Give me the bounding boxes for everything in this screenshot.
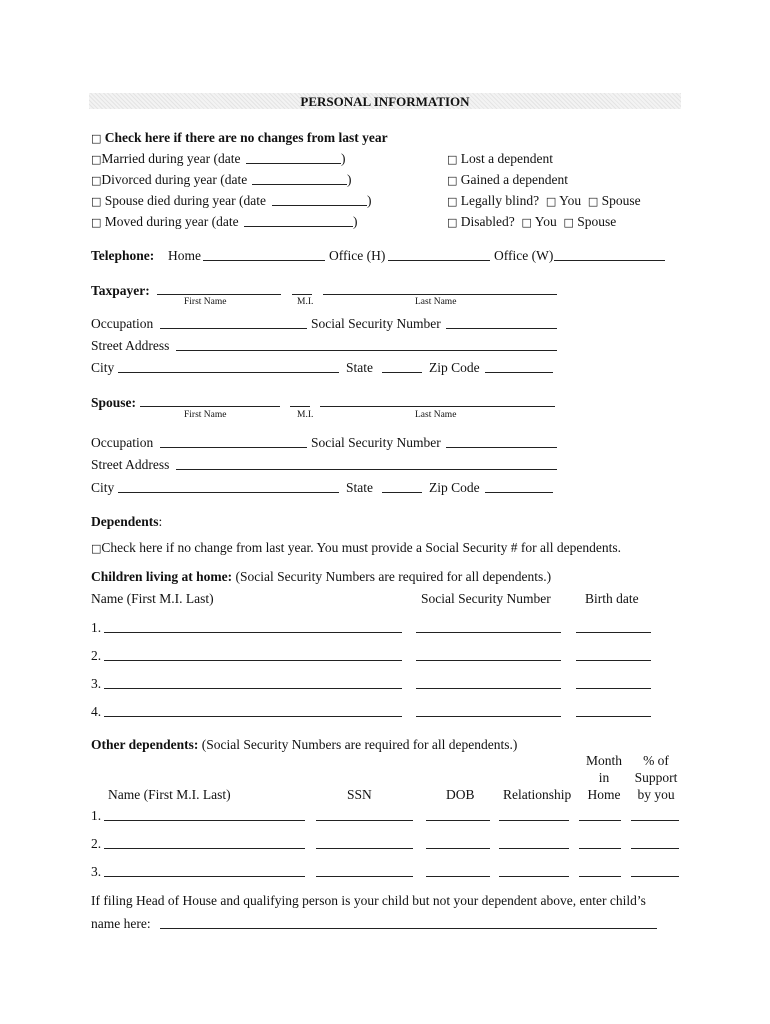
- checkbox-icon[interactable]: □: [91, 195, 102, 208]
- last-name-sublabel: Last Name: [415, 297, 457, 307]
- disabled-option: [447, 215, 616, 229]
- spouse-label: Spouse: [577, 214, 617, 229]
- spouse-occupation-field[interactable]: [160, 447, 307, 448]
- last-name-sublabel: Last Name: [415, 410, 457, 420]
- head-of-house-name-label: name here:: [91, 916, 151, 931]
- street-address-label: Street Address: [91, 457, 170, 472]
- gained-dependent-label: Gained a dependent: [460, 172, 568, 187]
- checkbox-icon[interactable]: □: [91, 132, 102, 145]
- state-label: State: [346, 360, 373, 375]
- other-row-number: 1.: [91, 808, 102, 823]
- married-date-field[interactable]: [246, 163, 341, 164]
- ssn-label: Social Security Number: [311, 316, 441, 331]
- zip-label: Zip Code: [429, 480, 480, 495]
- taxpayer-city-field[interactable]: [118, 372, 339, 373]
- checkbox-icon[interactable]: □: [563, 216, 574, 229]
- child-birth-field[interactable]: [576, 660, 651, 661]
- child-ssn-field[interactable]: [416, 660, 561, 661]
- checkbox-icon[interactable]: □: [91, 542, 102, 555]
- head-of-house-instruction: If filing Head of House and qualifying person is your child but not your dependent above, enter child’s: [91, 893, 646, 908]
- other-relationship-field[interactable]: [499, 820, 569, 821]
- you-label: You: [534, 214, 557, 229]
- city-label: City: [91, 480, 115, 495]
- dependents-no-change-label: Check here if no change from last year. You must provide a Social Security # for all dependents.: [101, 540, 622, 555]
- children-heading: [91, 570, 551, 584]
- you-label: You: [559, 193, 582, 208]
- checkbox-icon[interactable]: □: [447, 216, 458, 229]
- child-row-number: 2.: [91, 648, 102, 663]
- spouse-last-name-field[interactable]: [320, 406, 555, 407]
- other-ssn-field[interactable]: [316, 820, 413, 821]
- other-name-field[interactable]: [104, 820, 305, 821]
- other-month-field[interactable]: [579, 820, 621, 821]
- moved-option[interactable]: [91, 215, 239, 229]
- lost-dependent-label: Lost a dependent: [460, 151, 554, 166]
- other-dob-field[interactable]: [426, 848, 490, 849]
- occupation-label: Occupation: [91, 435, 154, 450]
- spouse-label: Spouse: [601, 193, 641, 208]
- spouse-mi-field[interactable]: [290, 406, 310, 407]
- office-h-label: Office (H): [329, 248, 386, 263]
- legally-blind-label: Legally blind?: [460, 193, 540, 208]
- children-col-ssn: Social Security Number: [421, 591, 551, 606]
- office-w-field[interactable]: [554, 260, 665, 261]
- telephone-label: Telephone:: [91, 248, 155, 263]
- child-row-number: 3.: [91, 676, 102, 691]
- legally-blind-option: [447, 194, 641, 208]
- col-month-line3: Home: [587, 787, 621, 802]
- street-address-label: Street Address: [91, 338, 170, 353]
- no-changes-label: Check here if there are no changes from last year: [104, 130, 388, 145]
- taxpayer-ssn-field[interactable]: [446, 328, 557, 329]
- child-row-number: 4.: [91, 704, 102, 719]
- col-month-line2: in: [598, 770, 610, 785]
- head-of-house-child-name-field[interactable]: [160, 928, 657, 929]
- col-month-line1: Month: [585, 753, 622, 768]
- other-ssn-field[interactable]: [316, 848, 413, 849]
- married-label: Married during year (date: [101, 151, 241, 166]
- other-row-number: 2.: [91, 836, 102, 851]
- ssn-label: Social Security Number: [311, 435, 441, 450]
- children-col-birth: Birth date: [585, 591, 639, 606]
- taxpayer-street-field[interactable]: [176, 350, 557, 351]
- spouse-first-name-field[interactable]: [140, 406, 280, 407]
- checkbox-icon[interactable]: □: [447, 153, 458, 166]
- taxpayer-first-name-field[interactable]: [157, 294, 281, 295]
- child-name-field[interactable]: [104, 688, 402, 689]
- other-col-relationship: Relationship: [503, 787, 572, 802]
- taxpayer-occupation-field[interactable]: [160, 328, 307, 329]
- child-name-field[interactable]: [104, 632, 402, 633]
- section-title-bar: [89, 93, 681, 109]
- state-label: State: [346, 480, 373, 495]
- checkbox-icon[interactable]: □: [545, 195, 557, 208]
- other-dependents-note: (Social Security Numbers are required for all dependents.): [201, 737, 518, 752]
- child-birth-field[interactable]: [576, 688, 651, 689]
- other-relationship-field[interactable]: [499, 876, 569, 877]
- child-birth-field[interactable]: [576, 716, 651, 717]
- child-ssn-field[interactable]: [416, 716, 561, 717]
- child-name-field[interactable]: [104, 716, 402, 717]
- taxpayer-last-name-field[interactable]: [323, 294, 557, 295]
- taxpayer-mi-field[interactable]: [292, 294, 312, 295]
- col-support-line3: by you: [637, 787, 675, 802]
- lost-dependent-option[interactable]: [447, 152, 553, 166]
- divorced-date-field[interactable]: [252, 184, 347, 185]
- close-paren: ): [367, 193, 372, 208]
- spouse-died-date-field[interactable]: [272, 205, 367, 206]
- zip-label: Zip Code: [429, 360, 480, 375]
- col-support-line2: Support: [634, 770, 678, 785]
- other-dependents-heading-label: Other dependents:: [91, 737, 199, 752]
- spouse-section-label: Spouse:: [91, 395, 137, 410]
- close-paren: ): [353, 214, 358, 229]
- child-birth-field[interactable]: [576, 632, 651, 633]
- child-ssn-field[interactable]: [416, 688, 561, 689]
- disabled-label: Disabled?: [460, 214, 515, 229]
- other-month-field[interactable]: [579, 876, 621, 877]
- checkbox-icon[interactable]: □: [91, 174, 102, 187]
- spouse-zip-field[interactable]: [485, 492, 553, 493]
- taxpayer-state-field[interactable]: [382, 372, 422, 373]
- mi-sublabel: M.I.: [297, 297, 314, 307]
- other-month-field[interactable]: [579, 848, 621, 849]
- spouse-street-field[interactable]: [176, 469, 557, 470]
- other-col-dob: DOB: [446, 787, 475, 802]
- city-label: City: [91, 360, 115, 375]
- other-name-field[interactable]: [104, 848, 305, 849]
- occupation-label: Occupation: [91, 316, 154, 331]
- taxpayer-label: Taxpayer:: [91, 283, 150, 298]
- checkbox-icon[interactable]: □: [587, 195, 599, 208]
- first-name-sublabel: First Name: [184, 297, 227, 307]
- spouse-state-field[interactable]: [382, 492, 422, 493]
- spouse-city-field[interactable]: [118, 492, 339, 493]
- other-ssn-field[interactable]: [316, 876, 413, 877]
- moved-label: Moved during year (date: [104, 214, 239, 229]
- taxpayer-zip-field[interactable]: [485, 372, 553, 373]
- children-note: (Social Security Numbers are required for all dependents.): [235, 569, 552, 584]
- checkbox-icon[interactable]: □: [521, 216, 532, 229]
- checkbox-icon[interactable]: □: [447, 195, 458, 208]
- dependents-colon: :: [158, 514, 163, 529]
- other-relationship-field[interactable]: [499, 848, 569, 849]
- other-support-field[interactable]: [631, 848, 679, 849]
- children-col-name: Name (First M.I. Last): [91, 591, 214, 606]
- other-dob-field[interactable]: [426, 820, 490, 821]
- other-dependents-heading: [91, 738, 517, 752]
- no-changes-option[interactable]: [91, 131, 388, 145]
- moved-date-field[interactable]: [244, 226, 353, 227]
- other-name-field[interactable]: [104, 876, 305, 877]
- spouse-died-label: Spouse died during year (date: [104, 193, 266, 208]
- close-paren: ): [347, 172, 352, 187]
- divorced-option[interactable]: [91, 173, 247, 187]
- dependents-label: Dependents: [91, 514, 159, 529]
- other-dob-field[interactable]: [426, 876, 490, 877]
- page-title: PERSONAL INFORMATION: [300, 94, 470, 109]
- dependents-no-change-option[interactable]: [91, 541, 621, 555]
- child-row-number: 1.: [91, 620, 102, 635]
- home-phone-label: Home: [168, 248, 201, 263]
- spouse-died-option[interactable]: [91, 194, 266, 208]
- col-support-line1: % of: [643, 753, 669, 768]
- other-col-ssn: SSN: [347, 787, 372, 802]
- home-phone-field[interactable]: [203, 260, 325, 261]
- other-row-number: 3.: [91, 864, 102, 879]
- mi-sublabel: M.I.: [297, 410, 314, 420]
- divorced-label: Divorced during year (date: [101, 172, 248, 187]
- other-support-field[interactable]: [631, 876, 679, 877]
- gained-dependent-option[interactable]: [447, 173, 568, 187]
- child-name-field[interactable]: [104, 660, 402, 661]
- other-support-field[interactable]: [631, 820, 679, 821]
- children-heading-label: Children living at home:: [91, 569, 233, 584]
- office-w-label: Office (W): [494, 248, 554, 263]
- married-option[interactable]: [91, 152, 240, 166]
- checkbox-icon[interactable]: □: [91, 153, 102, 166]
- office-h-field[interactable]: [388, 260, 490, 261]
- spouse-ssn-field[interactable]: [446, 447, 557, 448]
- checkbox-icon[interactable]: □: [91, 216, 102, 229]
- child-ssn-field[interactable]: [416, 632, 561, 633]
- checkbox-icon[interactable]: □: [447, 174, 458, 187]
- close-paren: ): [341, 151, 346, 166]
- dependents-heading: [91, 515, 162, 529]
- other-col-name: Name (First M.I. Last): [108, 787, 231, 802]
- first-name-sublabel: First Name: [184, 410, 227, 420]
